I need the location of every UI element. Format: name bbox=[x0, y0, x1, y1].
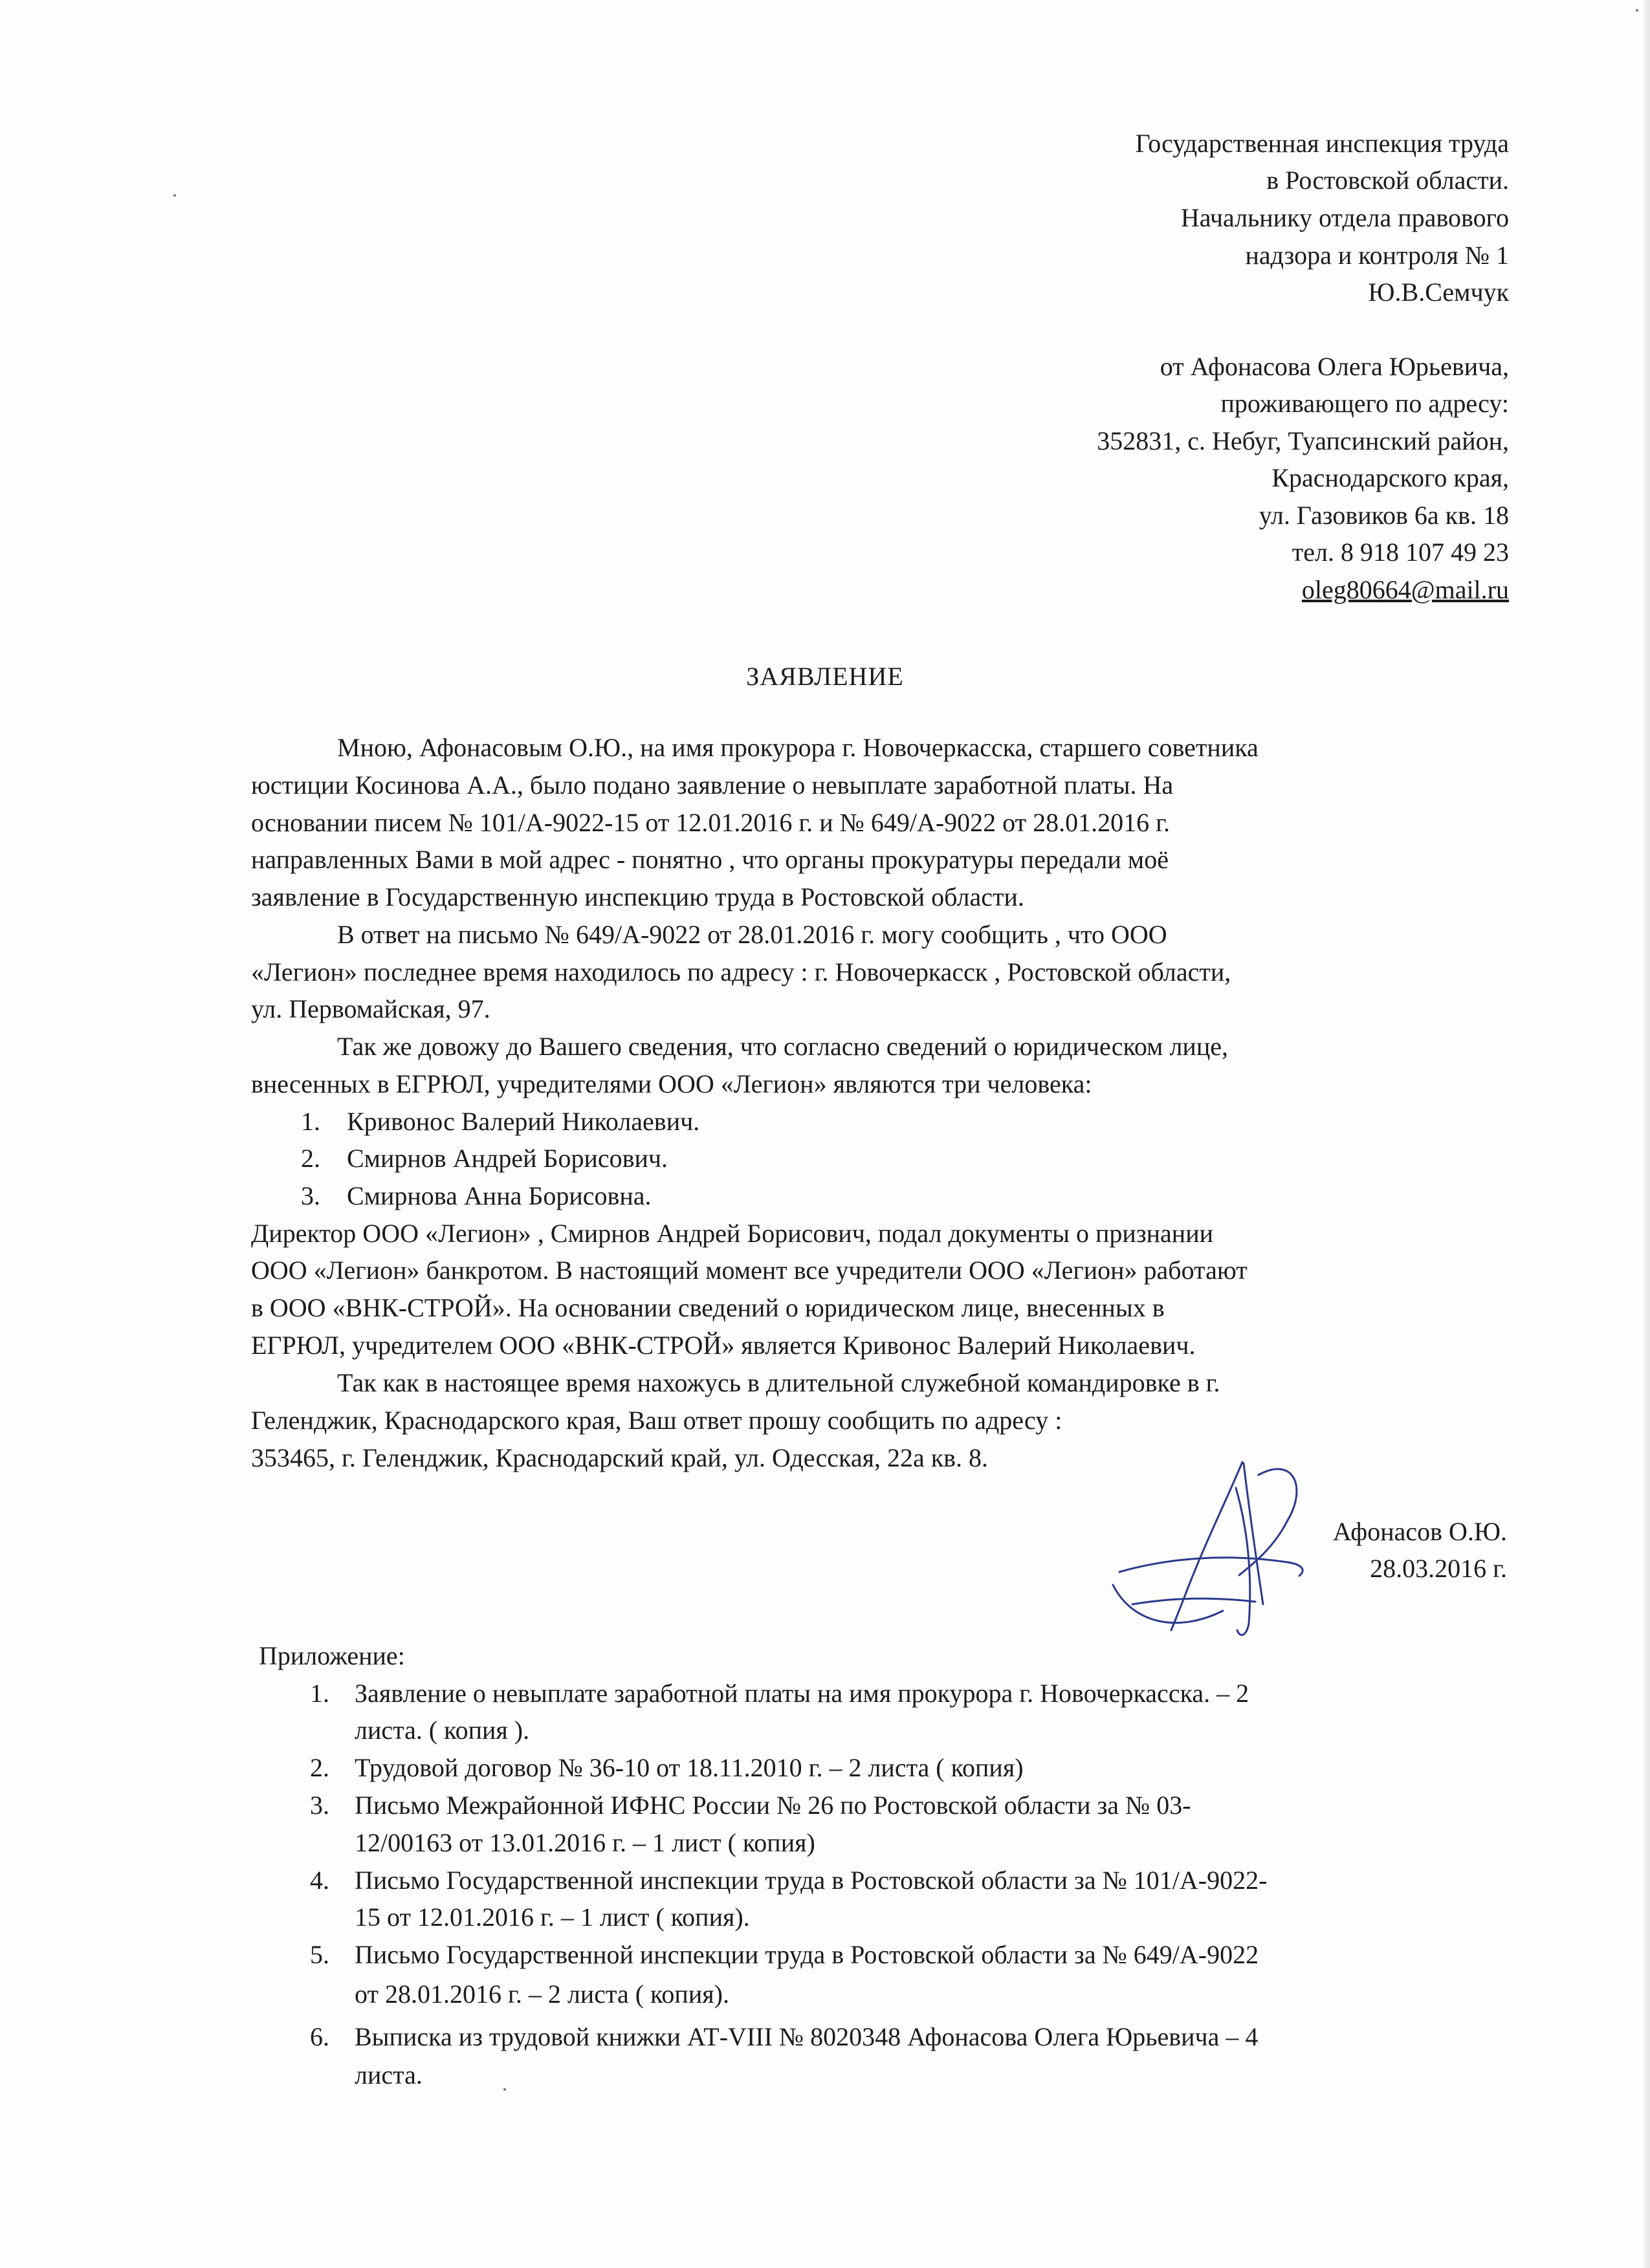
list-item: Трудовой договор № 36-10 от 18.11.2010 г. – 2 листа ( копия) bbox=[355, 1753, 1024, 1782]
list-item: Кривонос Валерий Николаевич. bbox=[347, 1107, 700, 1136]
sender-line: тел. 8 918 107 49 23 bbox=[1292, 538, 1509, 567]
list-item: от 28.01.2016 г. – 2 листа ( копия). bbox=[355, 1979, 729, 2009]
document-title: ЗАЯВЛЕНИЕ bbox=[746, 662, 904, 691]
sender-line: от Афонасова Олега Юрьевича, bbox=[1160, 352, 1509, 381]
sender-line: Краснодарского края, bbox=[1271, 463, 1509, 492]
handwritten-signature-icon bbox=[1094, 1449, 1326, 1643]
list-item: 12/00163 от 13.01.2016 г. – 1 лист ( копия) bbox=[355, 1828, 815, 1857]
body-line: Директор ООО «Легион» , Смирнов Андрей Борисович, подал документы о признании bbox=[251, 1219, 1214, 1248]
signature-date: 28.03.2016 г. bbox=[1370, 1554, 1507, 1583]
scan-speck bbox=[503, 2088, 506, 2091]
list-number: 3. bbox=[301, 1181, 320, 1210]
list-number: 5. bbox=[310, 1940, 329, 1969]
body-line: Так как в настоящее время нахожусь в длительной служебной командировке в г. bbox=[337, 1368, 1220, 1397]
list-item: листа. ( копия ). bbox=[355, 1716, 530, 1745]
body-line: 353465, г. Геленджик, Краснодарский край, ул. Одесская, 22а кв. 8. bbox=[251, 1443, 989, 1472]
body-line: ЕГРЮЛ, учредителем ООО «ВНК-СТРОЙ» является Кривонос Валерий Николаевич. bbox=[251, 1331, 1196, 1360]
body-line: внесенных в ЕГРЮЛ, учредителями ООО «Легион» являются три человека: bbox=[251, 1069, 1092, 1098]
scan-speck bbox=[173, 194, 176, 197]
body-line: «Легион» последнее время находилось по адресу : г. Новочеркасск , Ростовской области, bbox=[251, 957, 1231, 987]
addressee-line: в Ростовской области. bbox=[1266, 166, 1509, 195]
list-item: Заявление о невыплате заработной платы на имя прокурора г. Новочеркасска. – 2 bbox=[355, 1679, 1249, 1708]
addressee-line: Государственная инспекция труда bbox=[1135, 129, 1509, 158]
addressee-line: Ю.В.Семчук bbox=[1368, 278, 1509, 307]
list-number: 2. bbox=[301, 1144, 320, 1173]
body-line: основании писем № 101/А-9022-15 от 12.01.2016 г. и № 649/А-9022 от 28.01.2016 г. bbox=[251, 808, 1170, 837]
list-item: 15 от 12.01.2016 г. – 1 лист ( копия). bbox=[355, 1903, 750, 1932]
body-line: заявление в Государственную инспекцию труда в Ростовской области. bbox=[251, 882, 1024, 911]
list-item: Письмо Государственной инспекции труда в Ростовской области за № 101/А-9022- bbox=[355, 1866, 1268, 1895]
signature-name: Афонасов О.Ю. bbox=[1332, 1517, 1507, 1546]
body-line: ул. Первомайская, 97. bbox=[251, 994, 490, 1023]
body-line: в ООО «ВНК-СТРОЙ». На основании сведений о юридическом лице, внесенных в bbox=[251, 1293, 1165, 1322]
list-item: Смирнова Анна Борисовна. bbox=[347, 1181, 652, 1210]
addressee-line: Начальнику отдела правового bbox=[1180, 203, 1509, 232]
list-number: 2. bbox=[310, 1753, 329, 1782]
list-item: Письмо Межрайонной ИФНС России № 26 по Ростовской области за № 03- bbox=[355, 1791, 1191, 1820]
list-number: 6. bbox=[310, 2022, 329, 2051]
list-item: Выписка из трудовой книжки АТ-VIII № 8020348 Афонасова Олега Юрьевича – 4 bbox=[355, 2022, 1259, 2051]
scan-edge bbox=[1644, 0, 1650, 2268]
list-number: 3. bbox=[310, 1791, 329, 1820]
body-line: направленных Вами в мой адрес - понятно , что органы прокуратуры передали моё bbox=[251, 845, 1169, 874]
sender-email[interactable]: oleg80664@mail.ru bbox=[1301, 575, 1509, 604]
list-number: 4. bbox=[310, 1866, 329, 1895]
body-line: ООО «Легион» банкротом. В настоящий момент все учредители ООО «Легион» работают bbox=[251, 1256, 1248, 1285]
list-item: листа. bbox=[355, 2060, 423, 2089]
list-item: Письмо Государственной инспекции труда в Ростовской области за № 649/А-9022 bbox=[355, 1940, 1259, 1969]
sender-line: ул. Газовиков 6а кв. 18 bbox=[1259, 501, 1509, 530]
addressee-line: надзора и контроля № 1 bbox=[1245, 241, 1509, 270]
list-item: Смирнов Андрей Борисович. bbox=[347, 1144, 668, 1173]
body-line: Геленджик, Краснодарского края, Ваш ответ прошу сообщить по адресу : bbox=[251, 1406, 1062, 1435]
attachments-heading: Приложение: bbox=[259, 1641, 405, 1670]
list-number: 1. bbox=[310, 1679, 329, 1708]
list-number: 1. bbox=[301, 1107, 320, 1136]
body-line: В ответ на письмо № 649/А-9022 от 28.01.2016 г. могу сообщить , что ООО bbox=[337, 920, 1167, 949]
body-line: юстиции Косинова А.А., было подано заявление о невыплате заработной платы. На bbox=[251, 770, 1174, 800]
sender-line: 352831, с. Небуг, Туапсинский район, bbox=[1097, 426, 1509, 455]
scan-speck bbox=[1636, 9, 1638, 12]
sender-line: проживающего по адресу: bbox=[1220, 389, 1509, 418]
body-line: Так же довожу до Вашего сведения, что согласно сведений о юридическом лице, bbox=[337, 1032, 1228, 1061]
body-line: Мною, Афонасовым О.Ю., на имя прокурора г. Новочеркасска, старшего советника bbox=[337, 733, 1259, 762]
